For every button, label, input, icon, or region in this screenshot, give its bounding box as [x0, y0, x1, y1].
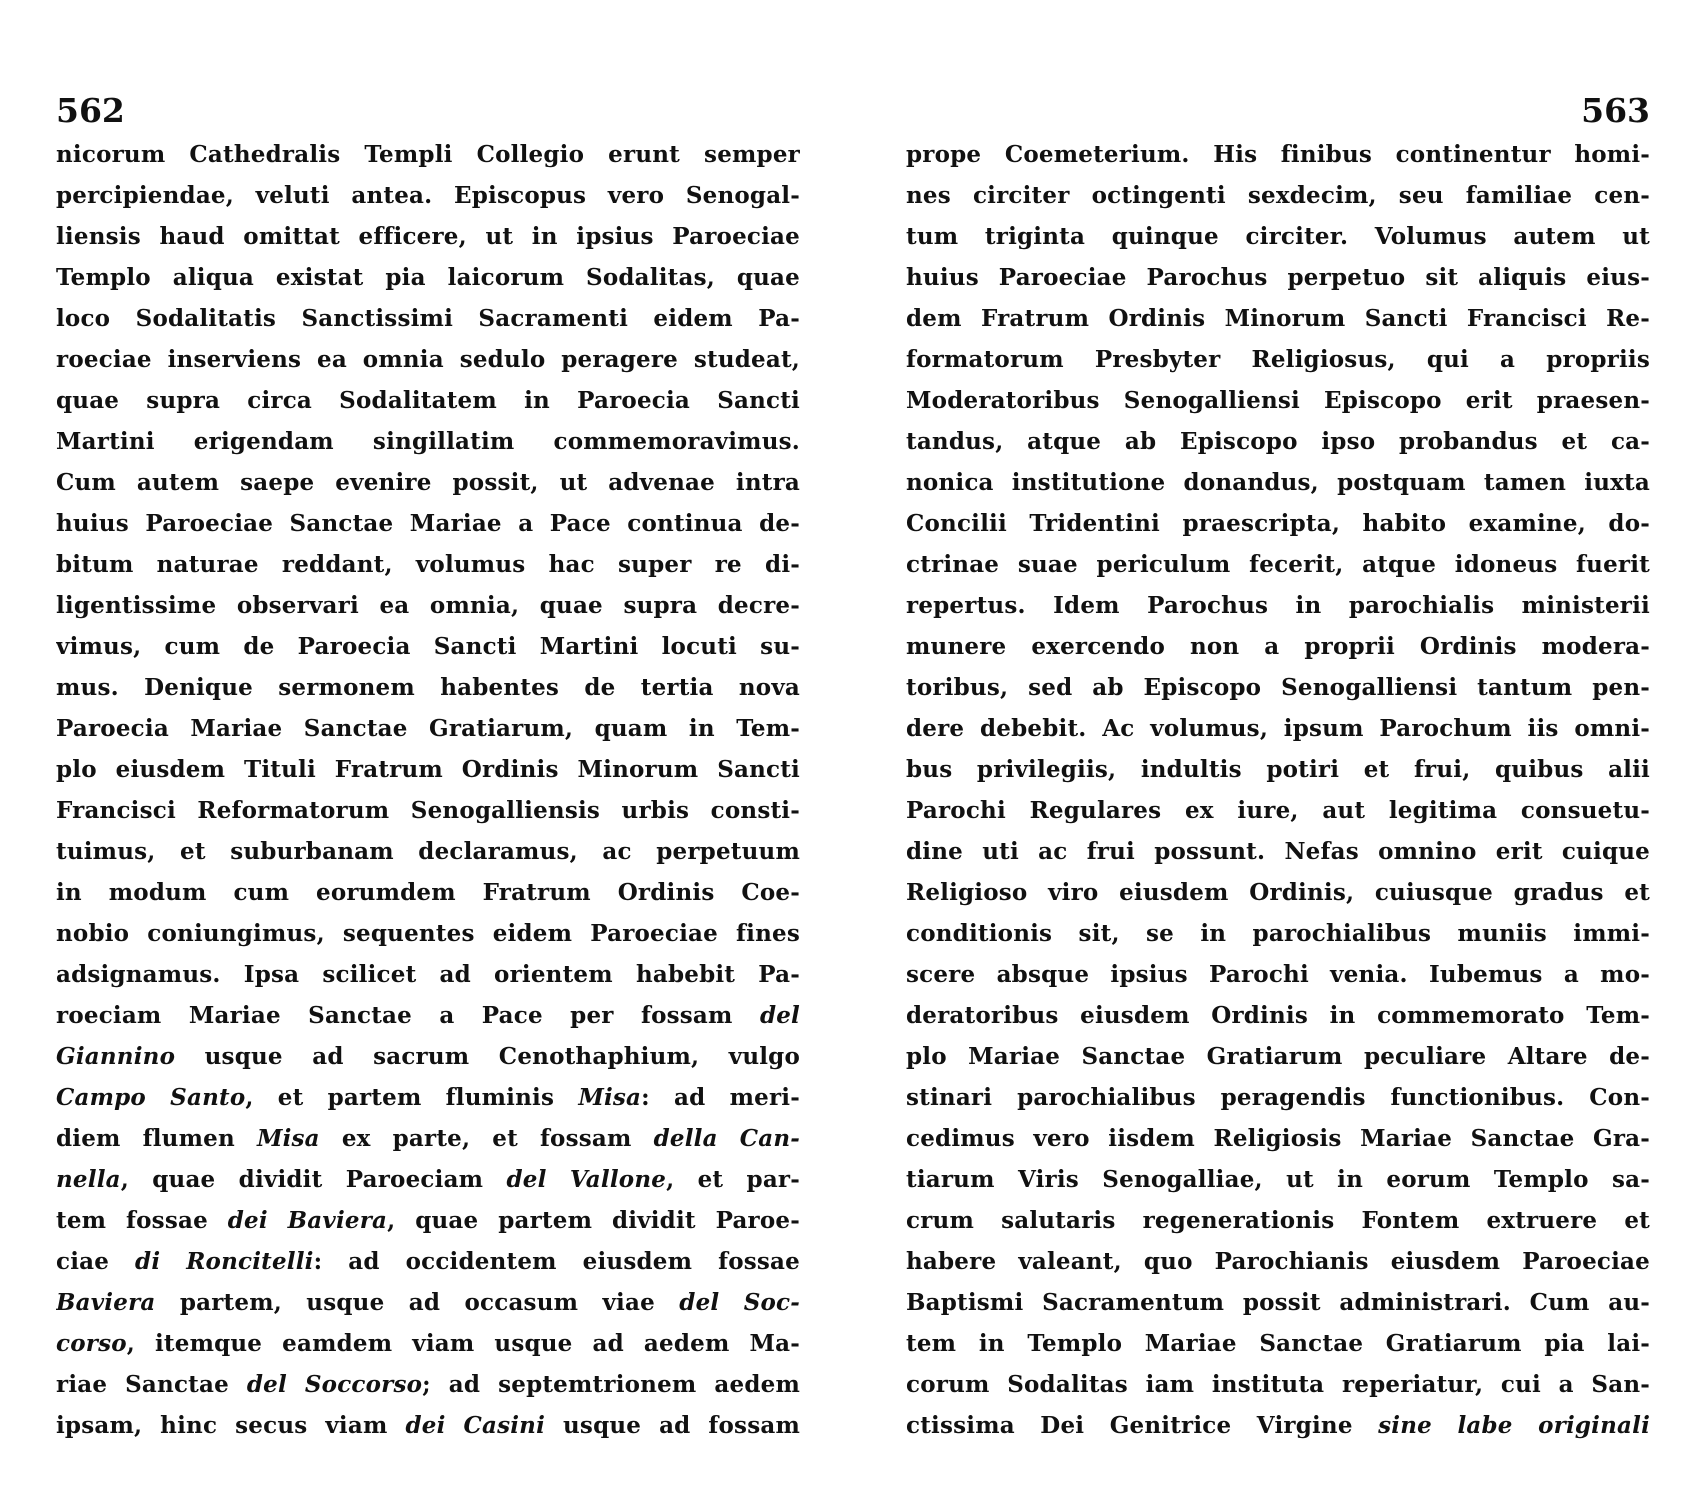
text-line: bus privilegiis, indultis potiri et frui, quibus alii	[906, 756, 1650, 783]
text-line: nonica institutione donandus, postquam tamen iuxta	[906, 469, 1650, 496]
page-text	[56, 134, 800, 1446]
text-line: stinari parochialibus peragendis functionibus. Con-	[906, 1084, 1650, 1111]
text-line: plo Mariae Sanctae Gratiarum peculiare Altare de-	[906, 1043, 1650, 1070]
text-line: in modum cum eorumdem Fratrum Ordinis Coe-	[56, 879, 800, 906]
text-line: percipiendae, veluti antea. Episcopus vero Senogal-	[56, 182, 800, 209]
text-line: Baviera partem, usque ad occasum viae del Soc-	[56, 1289, 800, 1316]
text-line: Concilii Tridentini praescripta, habito examine, do-	[906, 510, 1650, 537]
text-line: tem fossae dei Baviera, quae partem dividit Paroe-	[56, 1207, 800, 1234]
text-line: dere debebit. Ac volumus, ipsum Parochum iis omni-	[906, 715, 1650, 742]
text-line: adsignamus. Ipsa scilicet ad orientem habebit Pa-	[56, 961, 800, 988]
text-line: tem in Templo Mariae Sanctae Gratiarum pia lai-	[906, 1330, 1650, 1357]
text-line: dem Fratrum Ordinis Minorum Sancti Francisci Re-	[906, 305, 1650, 332]
text-line: huius Paroeciae Sanctae Mariae a Pace continua de-	[56, 510, 800, 537]
text-line: Giannino usque ad sacrum Cenothaphium, vulgo	[56, 1043, 800, 1070]
text-line: loco Sodalitatis Sanctissimi Sacramenti eidem Pa-	[56, 305, 800, 332]
page-number: 563	[1581, 91, 1650, 130]
text-line: Baptismi Sacramentum possit administrari. Cum au-	[906, 1289, 1650, 1316]
text-line: quae supra circa Sodalitatem in Paroecia Sancti	[56, 387, 800, 414]
text-line: Paroecia Mariae Sanctae Gratiarum, quam in Tem-	[56, 715, 800, 742]
text-line: corso, itemque eamdem viam usque ad aedem Ma-	[56, 1330, 800, 1357]
text-line: diem flumen Misa ex parte, et fossam della Can-	[56, 1125, 800, 1152]
page-text	[906, 134, 1650, 1446]
page-number: 562	[56, 91, 125, 130]
text-line: ctissima Dei Genitrice Virgine sine labe originali	[906, 1412, 1650, 1439]
text-line: ipsam, hinc secus viam dei Casini usque ad fossam	[56, 1412, 800, 1439]
right-page	[906, 92, 1650, 1472]
text-line: dine uti ac frui possunt. Nefas omnino erit cuique	[906, 838, 1650, 865]
text-line: tuimus, et suburbanam declaramus, ac perpetuum	[56, 838, 800, 865]
text-line: roeciam Mariae Sanctae a Pace per fossam del	[56, 1002, 800, 1029]
text-line: cedimus vero iisdem Religiosis Mariae Sanctae Gra-	[906, 1125, 1650, 1152]
text-line: tandus, atque ab Episcopo ipso probandus et ca-	[906, 428, 1650, 455]
text-line: conditionis sit, se in parochialibus muniis immi-	[906, 920, 1650, 947]
text-line: scere absque ipsius Parochi venia. Iubemus a mo-	[906, 961, 1650, 988]
text-line: Martini erigendam singillatim commemoravimus.	[56, 428, 800, 455]
text-line: crum salutaris regenerationis Fontem extruere et	[906, 1207, 1650, 1234]
text-line: ciae di Roncitelli: ad occidentem eiusdem fossae	[56, 1248, 800, 1275]
text-line: deratoribus eiusdem Ordinis in commemorato Tem-	[906, 1002, 1650, 1029]
text-line: formatorum Presbyter Religiosus, qui a propriis	[906, 346, 1650, 373]
text-line: tiarum Viris Senogalliae, ut in eorum Templo sa-	[906, 1166, 1650, 1193]
text-line: habere valeant, quo Parochianis eiusdem Paroeciae	[906, 1248, 1650, 1275]
text-line: munere exercendo non a proprii Ordinis modera-	[906, 633, 1650, 660]
text-line: plo eiusdem Tituli Fratrum Ordinis Minorum Sancti	[56, 756, 800, 783]
text-line: riae Sanctae del Soccorso; ad septemtrionem aedem	[56, 1371, 800, 1398]
text-line: nicorum Cathedralis Templi Collegio erunt semper	[56, 141, 800, 168]
text-line: bitum naturae reddant, volumus hac super re di-	[56, 551, 800, 578]
text-line: Campo Santo, et partem fluminis Misa: ad meri-	[56, 1084, 800, 1111]
left-page	[56, 92, 800, 1472]
text-line: liensis haud omittat efficere, ut in ipsius Paroeciae	[56, 223, 800, 250]
text-line: ctrinae suae periculum fecerit, atque idoneus fuerit	[906, 551, 1650, 578]
text-line: repertus. Idem Parochus in parochialis ministerii	[906, 592, 1650, 619]
text-line: tum triginta quinque circiter. Volumus autem ut	[906, 223, 1650, 250]
text-line: Moderatoribus Senogalliensi Episcopo erit praesen-	[906, 387, 1650, 414]
text-line: ligentissime observari ea omnia, quae supra decre-	[56, 592, 800, 619]
text-line: nella, quae dividit Paroeciam del Vallone, et par-	[56, 1166, 800, 1193]
text-line: roeciae inserviens ea omnia sedulo peragere studeat,	[56, 346, 800, 373]
text-line: Templo aliqua existat pia laicorum Sodalitas, quae	[56, 264, 800, 291]
text-line: Religioso viro eiusdem Ordinis, cuiusque gradus et	[906, 879, 1650, 906]
text-line: nobio coniungimus, sequentes eidem Paroeciae fines	[56, 920, 800, 947]
text-line: nes circiter octingenti sexdecim, seu familiae cen-	[906, 182, 1650, 209]
text-line: Parochi Regulares ex iure, aut legitima consuetu-	[906, 797, 1650, 824]
text-line: Cum autem saepe evenire possit, ut advenae intra	[56, 469, 800, 496]
text-line: corum Sodalitas iam instituta reperiatur, cui a San-	[906, 1371, 1650, 1398]
text-line: Francisci Reformatorum Senogalliensis urbis consti-	[56, 797, 800, 824]
text-line: huius Paroeciae Parochus perpetuo sit aliquis eius-	[906, 264, 1650, 291]
text-line: toribus, sed ab Episcopo Senogalliensi tantum pen-	[906, 674, 1650, 701]
text-line: prope Coemeterium. His finibus continentur homi-	[906, 141, 1650, 168]
text-line: mus. Denique sermonem habentes de tertia nova	[56, 674, 800, 701]
text-line: vimus, cum de Paroecia Sancti Martini locuti su-	[56, 633, 800, 660]
